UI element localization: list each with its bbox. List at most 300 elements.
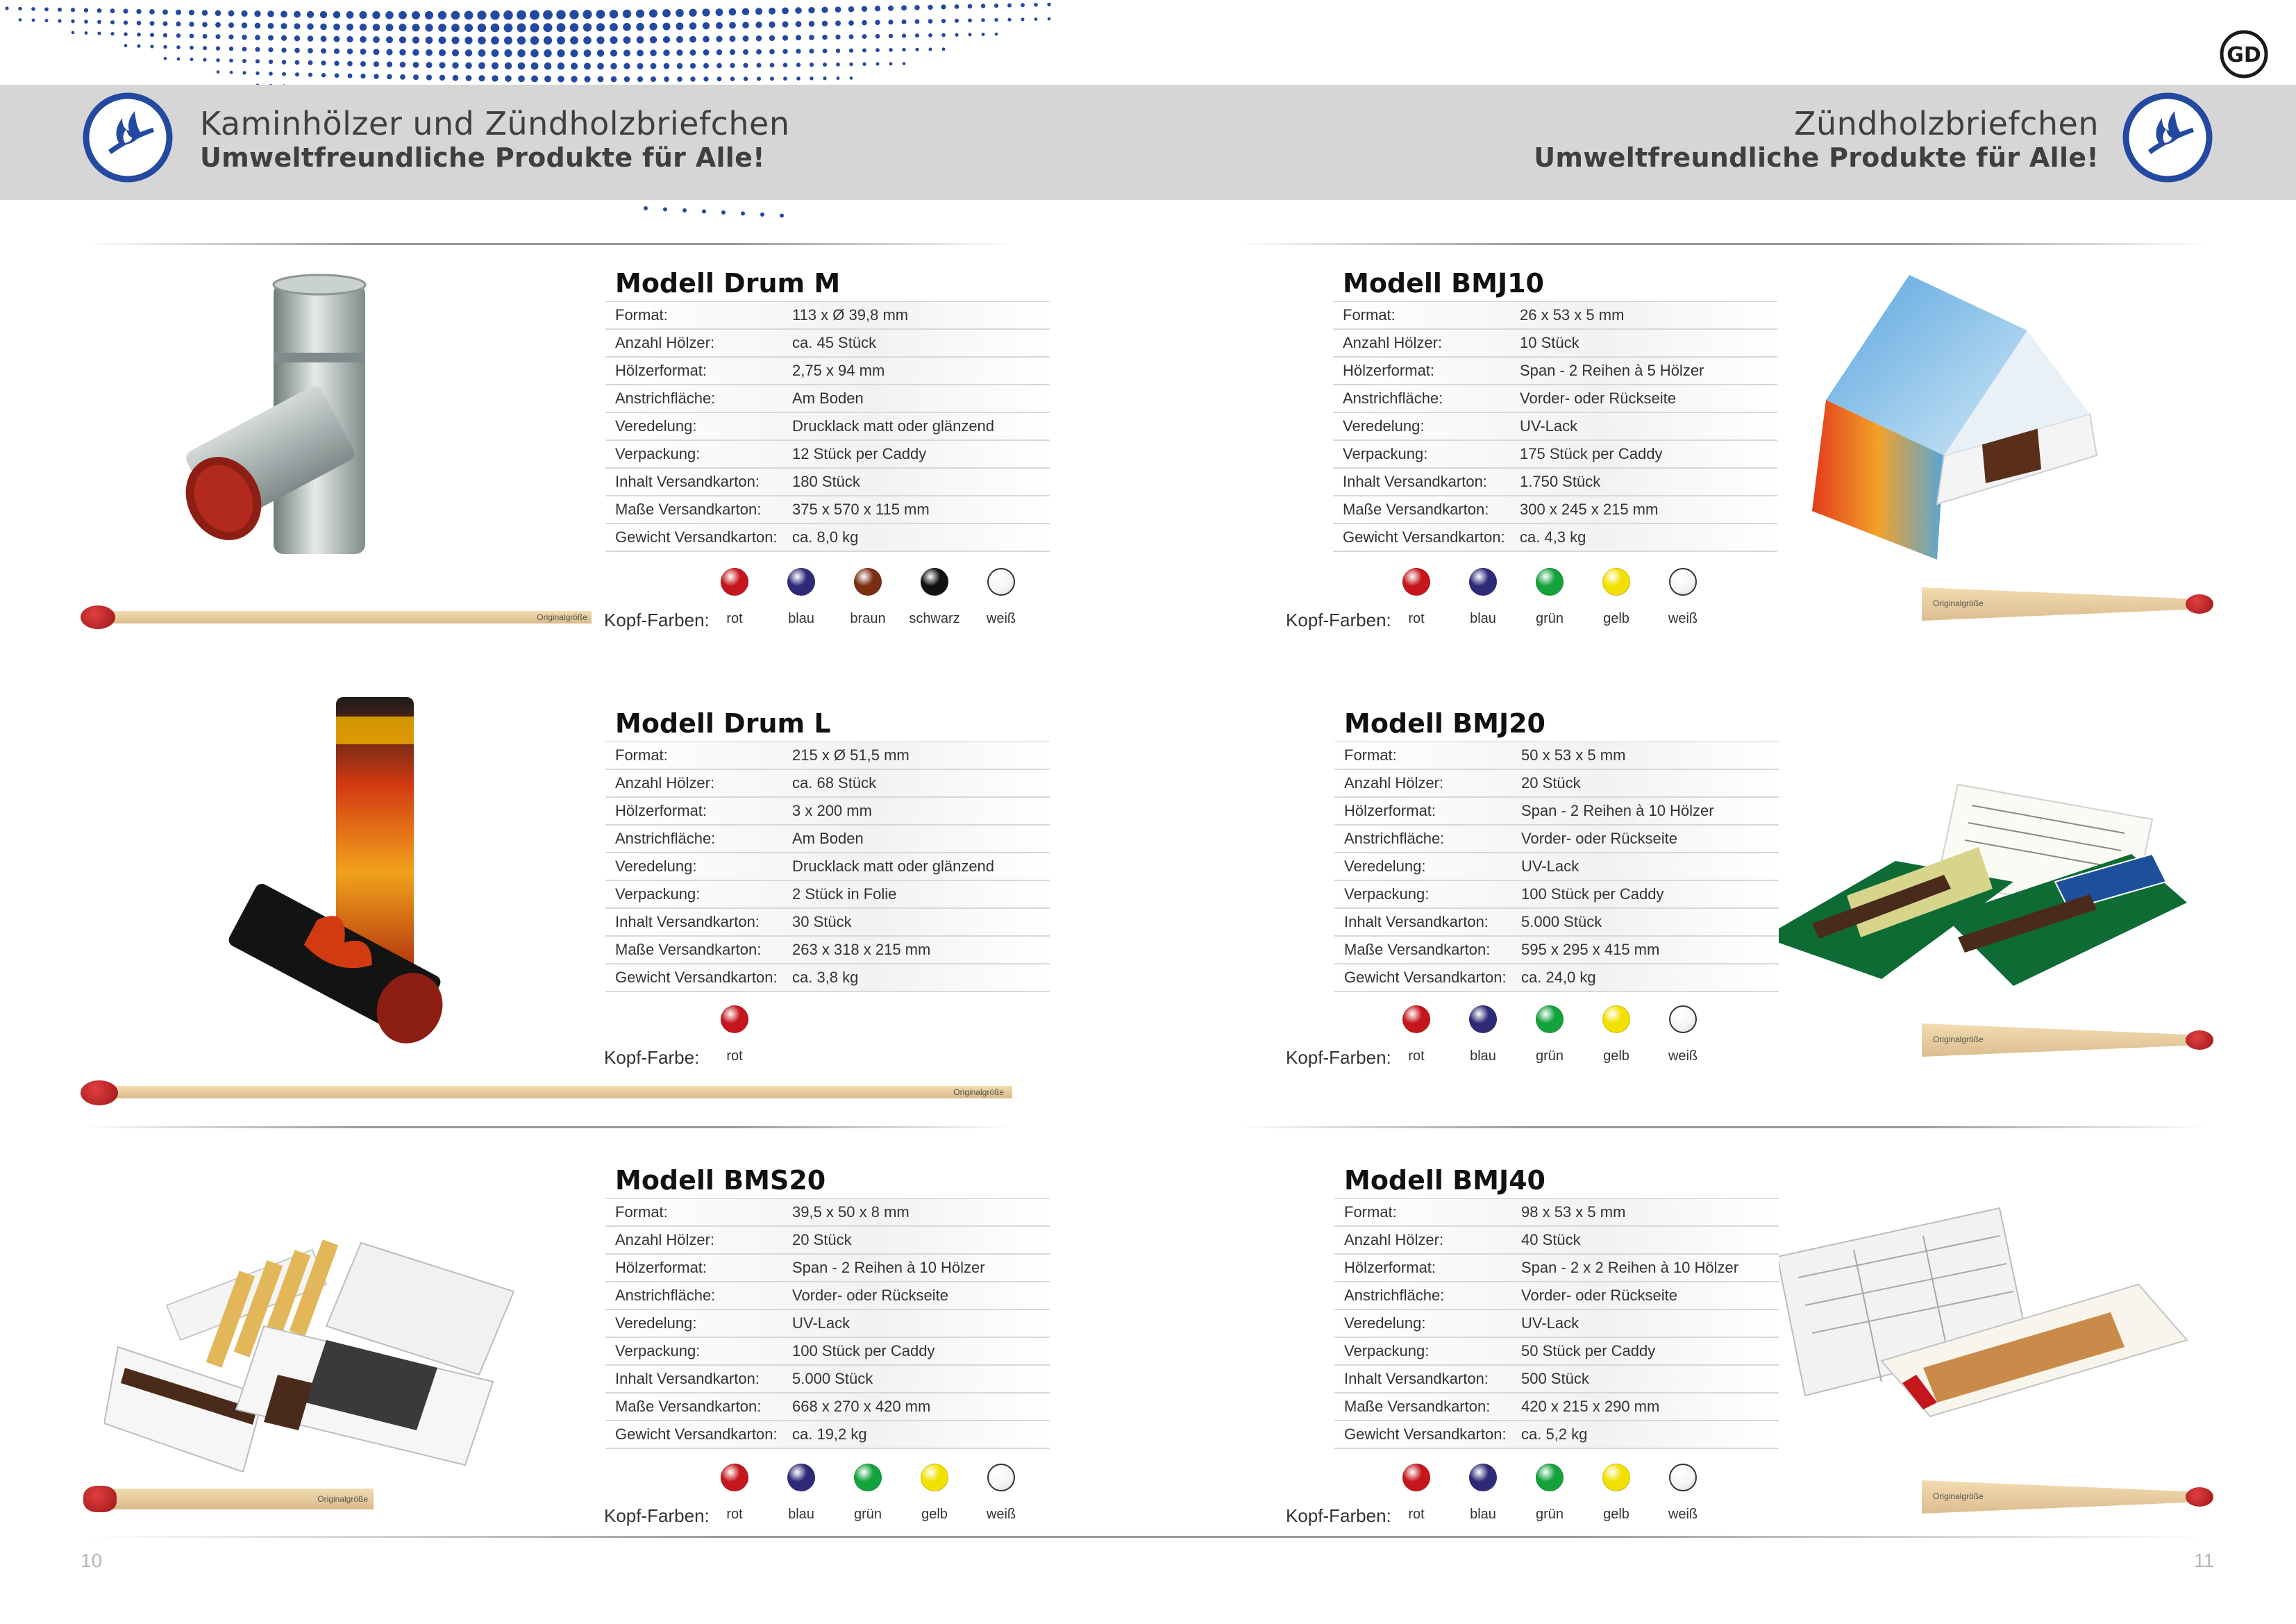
spec-row (605, 330, 1050, 358)
decoration-dot (203, 34, 208, 39)
decoration-dot (955, 33, 958, 37)
decoration-dot (242, 71, 246, 74)
spec-value: 5.000 Stück (1521, 913, 1602, 930)
color-swatch-rot (721, 1005, 748, 1033)
decoration-dot (386, 24, 394, 31)
decoration-dot (583, 23, 592, 31)
spec-label: Verpackung: (1344, 1342, 1430, 1359)
decoration-dot (636, 23, 644, 31)
spec-value: 113 x Ø 39,8 mm (792, 306, 909, 324)
spec-value: 40 Stück (1521, 1231, 1581, 1248)
decoration-dot (162, 9, 168, 15)
spec-label: Format: (615, 306, 668, 324)
product-title: Modell BMJ20 (1344, 708, 1545, 739)
decoration-dot (216, 58, 219, 62)
decoration-dot (902, 48, 905, 51)
decoration-dot (849, 49, 853, 53)
spec-label: Anstrichfläche: (615, 830, 716, 847)
decoration-dot (439, 62, 445, 68)
decoration-dot (810, 49, 814, 53)
decoration-dot (742, 8, 749, 15)
color-swatch-label: rot (1408, 1048, 1425, 1064)
decoration-dot (412, 24, 419, 31)
bms20-product-image (104, 1166, 521, 1472)
spec-row (1334, 1199, 1779, 1227)
decoration-dot (769, 22, 775, 28)
decoration-dot (690, 76, 695, 81)
spec-value: 215 x Ø 51,5 mm (792, 746, 910, 764)
spec-label: Anzahl Hölzer: (615, 334, 715, 351)
color-swatch-label: rot (726, 611, 743, 626)
spec-label: Verpackung: (1344, 885, 1430, 903)
match-head (81, 605, 115, 629)
decoration-dot (5, 6, 8, 10)
decoration-dot (413, 74, 419, 80)
decoration-dot (321, 60, 326, 65)
decoration-dot (875, 34, 880, 39)
spec-label: Gewicht Versandkarton: (615, 1425, 778, 1443)
decoration-dot (228, 10, 235, 17)
decoration-dot (796, 21, 802, 27)
decoration-dot (677, 76, 682, 82)
match-head (2186, 594, 2213, 614)
decoration-dot (268, 23, 274, 29)
decoration-dot (426, 37, 433, 44)
spec-row (1333, 413, 1777, 441)
spec-value: ca. 68 Stück (792, 774, 877, 792)
decoration-dot (478, 49, 486, 57)
decoration-dot (137, 21, 142, 26)
header-right (1534, 107, 2099, 174)
decoration-dot (822, 35, 828, 40)
decoration-dot (821, 7, 828, 13)
decoration-dot (530, 10, 539, 20)
decoration-dot (374, 74, 378, 78)
decoration-dot (19, 18, 22, 22)
decoration-dot (385, 11, 394, 19)
color-swatch-label: weiß (986, 1507, 1016, 1522)
decoration-dot (822, 21, 828, 26)
spec-row (605, 496, 1050, 524)
decoration-dot (307, 24, 313, 30)
color-swatch-rot (721, 1464, 748, 1491)
spec-row (605, 937, 1050, 964)
decoration-dot (676, 22, 684, 30)
decoration-dot (71, 19, 74, 23)
spec-value: 668 x 270 x 420 mm (792, 1398, 931, 1415)
decoration-dot (136, 9, 141, 14)
spec-row (1334, 909, 1779, 937)
spec-table (605, 742, 1050, 992)
spec-value: Drucklack matt oder glänzend (792, 857, 995, 875)
spec-row (605, 1282, 1050, 1310)
decoration-dot (808, 7, 814, 13)
decoration-dot (295, 72, 299, 76)
product-title: Modell Drum M (615, 268, 841, 299)
decoration-dot (689, 36, 696, 43)
spec-value: Span - 2 Reihen à 10 Hölzer (1521, 802, 1714, 819)
decoration-dot (1007, 18, 1011, 22)
decoration-dot (623, 10, 631, 18)
decoration-dot (466, 75, 472, 81)
color-swatch-weiss (1669, 1464, 1697, 1491)
decoration-dot (85, 31, 88, 35)
decoration-dot (241, 10, 247, 17)
decoration-dot (769, 35, 775, 41)
decoration-dot (242, 59, 246, 63)
decoration-dot (163, 22, 168, 26)
decoration-dot (137, 33, 141, 37)
original-size-label: Originalgröße (1933, 1035, 1984, 1044)
decoration-dot (716, 36, 722, 42)
decoration-dot (663, 36, 670, 43)
decoration-dot (955, 19, 959, 23)
product-drum-m (605, 265, 1050, 552)
decoration-dot (569, 10, 578, 19)
decoration-dot (875, 20, 880, 25)
decoration-dot (150, 21, 155, 26)
decoration-dot (756, 35, 762, 42)
page-number-right: 11 (2194, 1550, 2215, 1571)
decoration-dot (557, 49, 564, 57)
color-swatch-label: weiß (1668, 1507, 1698, 1522)
decoration-dot (557, 23, 566, 32)
decoration-dot (110, 8, 115, 13)
spec-value: 20 Stück (1521, 774, 1581, 792)
product-bmj20 (1334, 705, 1779, 992)
decoration-dot (556, 10, 566, 19)
match-original-size (1922, 1480, 2213, 1514)
match-stick (101, 611, 592, 623)
spec-label: Anzahl Hölzer: (615, 1231, 715, 1248)
decoration-dot (360, 36, 367, 43)
decoration-dot (412, 11, 420, 19)
color-swatch-label: blau (1470, 1048, 1496, 1064)
decoration-dot (782, 8, 789, 15)
decoration-dot (518, 75, 525, 82)
decoration-dot (58, 8, 62, 12)
spec-value: 10 Stück (1520, 334, 1579, 351)
decoration-dot (596, 10, 605, 19)
decoration-dot (981, 3, 985, 8)
decoration-dot (280, 10, 287, 17)
color-swatch-rot (1402, 1464, 1430, 1491)
decoration-dot (347, 61, 353, 67)
spec-row (1334, 1255, 1779, 1282)
head-colors-bmj10 (1286, 568, 1786, 644)
decoration-dot (229, 47, 233, 51)
decoration-dot (268, 47, 273, 52)
decoration-dot (137, 44, 141, 48)
match-head (2186, 1487, 2213, 1507)
spec-row (1334, 1393, 1779, 1421)
decoration-dot (58, 19, 61, 23)
decoration-dot (124, 44, 128, 47)
decoration-dot (664, 63, 670, 69)
decoration-dot (360, 24, 367, 31)
decoration-dot (690, 49, 696, 56)
decoration-dot (255, 47, 260, 52)
spec-value: Vorder- oder Rückseite (1520, 390, 1676, 407)
color-swatch-gruen (1536, 568, 1564, 596)
decoration-dot (729, 8, 737, 16)
bmj20-product-image (1763, 778, 2194, 1000)
decoration-dot (757, 76, 761, 81)
header-left-subtitle: Umweltfreundliche Produkte für Alle! (200, 142, 765, 173)
decoration-dot (242, 22, 247, 28)
decoration-dot (721, 210, 726, 215)
spec-row (1333, 496, 1777, 524)
decoration-dot (334, 61, 339, 66)
spec-value: 100 Stück per Caddy (792, 1342, 935, 1359)
spec-row (605, 1310, 1050, 1338)
decoration-dot (755, 8, 762, 15)
decoration-dot (756, 49, 762, 55)
spec-label: Anstrichfläche: (1344, 1287, 1445, 1304)
decoration-dot (451, 24, 460, 32)
decoration-dot (530, 49, 539, 58)
header-left (200, 107, 790, 174)
decoration-dot (835, 35, 840, 40)
decoration-dot (583, 36, 592, 44)
decoration-dot (557, 36, 565, 44)
spec-row (605, 798, 1050, 826)
drum-l-product-image (217, 697, 453, 1044)
decoration-dot (373, 24, 380, 31)
decoration-dot (531, 62, 539, 70)
spec-row (1334, 826, 1779, 853)
spec-value: 500 Stück (1521, 1370, 1589, 1387)
decoration-dot (717, 63, 722, 69)
decoration-dot (611, 76, 617, 83)
spec-value: Vorder- oder Rückseite (1521, 1287, 1677, 1304)
color-swatch-blau (1469, 1464, 1497, 1491)
spec-row (1334, 770, 1779, 798)
decoration-dot (386, 49, 392, 55)
spec-label: Inhalt Versandkarton: (615, 1370, 760, 1387)
product-title: Modell BMJ10 (1343, 268, 1544, 299)
decoration-dot (571, 76, 577, 82)
decoration-dot (610, 36, 618, 44)
decoration-dot (651, 76, 656, 82)
spec-value: 375 x 570 x 115 mm (792, 501, 930, 518)
decoration-dot (1047, 3, 1050, 6)
decoration-dot (558, 76, 564, 83)
decoration-dot (769, 8, 776, 15)
color-swatch-gruen (854, 1464, 882, 1491)
spec-value: 263 x 318 x 215 mm (792, 941, 931, 958)
decoration-dot (888, 6, 894, 11)
company-logo-icon (2219, 29, 2269, 79)
decoration-dot (743, 63, 748, 68)
decoration-dot (598, 76, 604, 83)
decoration-dot (229, 58, 233, 62)
decoration-dot (400, 74, 405, 80)
spec-label: Anstrichfläche: (615, 1287, 716, 1304)
decoration-dot (717, 49, 722, 55)
decoration-dot (203, 58, 206, 61)
decoration-dot (333, 11, 341, 19)
spec-row (1334, 1421, 1779, 1449)
decoration-dot (294, 35, 300, 41)
color-swatch-weiss (1669, 1005, 1697, 1033)
color-swatch-gruen (1536, 1464, 1564, 1491)
decoration-dot (741, 212, 745, 216)
head-colors-label: Kopf-Farben: (604, 1505, 710, 1526)
decoration-dot (321, 48, 326, 53)
decoration-dot (743, 35, 749, 42)
decoration-dot (902, 33, 906, 37)
decoration-dot (150, 33, 154, 37)
decoration-dot (837, 76, 840, 80)
spec-label: Inhalt Versandkarton: (1344, 913, 1489, 930)
spec-row (605, 826, 1050, 853)
section-divider (83, 1126, 1014, 1128)
original-size-label: Originalgröße (953, 1087, 1004, 1097)
decoration-dot (216, 34, 221, 39)
decoration-dot (347, 49, 353, 54)
decoration-dot (584, 62, 591, 69)
spec-value: UV-Lack (792, 1314, 850, 1332)
decoration-dot (425, 11, 433, 19)
spec-row (605, 302, 1050, 330)
decoration-dot (969, 33, 972, 36)
decoration-dot (663, 208, 667, 212)
decoration-dot (941, 19, 946, 23)
decoration-dot (255, 35, 260, 40)
bmj10-product-image (1805, 275, 2111, 567)
decoration-dot (703, 63, 709, 69)
decoration-dot (676, 9, 684, 17)
decoration-dot (875, 6, 880, 11)
spec-row (605, 1421, 1050, 1449)
decoration-dot (44, 8, 49, 12)
decoration-dot (889, 34, 893, 38)
decoration-dot (690, 63, 696, 69)
match-head (2186, 1030, 2213, 1050)
header-left-title: Kaminhölzer und Zündholzbriefchen (200, 105, 790, 142)
decoration-dot (570, 23, 579, 32)
header-right-title: Zündholzbriefchen (1793, 105, 2099, 142)
decoration-dot (451, 11, 460, 20)
match-original-size (1922, 587, 2213, 621)
decoration-dot (968, 4, 973, 9)
color-swatch-label: grün (853, 1507, 882, 1522)
decoration-dot (518, 62, 526, 70)
spec-value: 12 Stück per Caddy (792, 445, 927, 462)
decoration-dot (644, 206, 648, 210)
spec-row (605, 1393, 1050, 1421)
decoration-dot (903, 62, 906, 65)
decoration-dot (268, 35, 274, 40)
decoration-dot (97, 20, 101, 24)
decoration-dot (531, 76, 538, 83)
decoration-dot (663, 23, 671, 31)
decoration-dot (809, 21, 815, 27)
decoration-dot (836, 62, 840, 67)
decoration-dot (176, 10, 181, 15)
decoration-dot (374, 49, 380, 55)
color-swatch-weiss (987, 568, 1015, 596)
decoration-dot (610, 23, 618, 31)
decoration-dot (123, 9, 128, 14)
decoration-dot (702, 210, 706, 214)
spec-label: Maße Versandkarton: (615, 941, 762, 958)
product-title: Modell BMS20 (615, 1165, 826, 1196)
decoration-dot (492, 75, 498, 81)
decoration-dot (426, 62, 433, 68)
decoration-dot (1048, 17, 1051, 21)
section-divider (1236, 243, 2208, 245)
spec-table (1334, 742, 1779, 992)
spec-row (1333, 469, 1777, 496)
spec-label: Gewicht Versandkarton: (615, 528, 778, 546)
decoration-dot (269, 72, 273, 76)
spec-row (1334, 937, 1779, 964)
spec-row (1334, 798, 1779, 826)
decoration-dot (215, 22, 221, 28)
spec-label: Veredelung: (615, 857, 697, 875)
flame-match-icon (2120, 90, 2215, 185)
decoration-dot (636, 10, 644, 18)
spec-table (1333, 301, 1777, 552)
decoration-dot (584, 49, 592, 57)
decoration-dot (478, 36, 486, 44)
decoration-dot (929, 48, 932, 51)
decoration-dot (399, 49, 405, 56)
spec-value: ca. 3,8 kg (792, 969, 859, 986)
spec-table (605, 301, 1050, 552)
decoration-dot (650, 36, 657, 43)
spec-value: ca. 5,2 kg (1521, 1425, 1588, 1443)
decoration-dot (968, 19, 972, 23)
spec-value: 2,75 x 94 mm (792, 362, 885, 379)
decoration-dot (308, 73, 312, 77)
decoration-dot (637, 36, 644, 44)
spec-row (1334, 1366, 1779, 1393)
decoration-dot (783, 76, 787, 81)
decoration-dot (505, 75, 512, 82)
decoration-dot (464, 11, 474, 20)
decoration-dot (742, 22, 749, 28)
spec-row (1334, 1282, 1779, 1310)
decoration-dot (124, 32, 128, 36)
decoration-dot (426, 49, 433, 56)
decoration-dot (478, 62, 485, 69)
decoration-dot (571, 62, 578, 69)
decoration-dot (176, 33, 181, 37)
spec-row (1333, 524, 1777, 552)
spec-label: Format: (615, 1203, 668, 1221)
decoration-dot (780, 214, 784, 218)
spec-label: Anstrichfläche: (615, 390, 716, 407)
decoration-dot (862, 48, 866, 52)
decoration-dot (875, 48, 880, 52)
decoration-dot (682, 208, 687, 212)
decoration-dot (97, 8, 102, 13)
spec-label: Format: (1344, 1203, 1397, 1221)
decoration-dot (610, 63, 617, 69)
match-stick (101, 1086, 1012, 1098)
color-swatch-label: rot (1408, 1507, 1425, 1522)
spec-label: Hölzerformat: (1343, 362, 1435, 379)
color-swatch-blau (787, 1464, 815, 1491)
decoration-dot (637, 49, 644, 56)
decoration-dot (492, 49, 499, 57)
decoration-dot (597, 49, 604, 56)
color-swatch-label: blau (788, 611, 814, 626)
decoration-dot (543, 10, 553, 19)
